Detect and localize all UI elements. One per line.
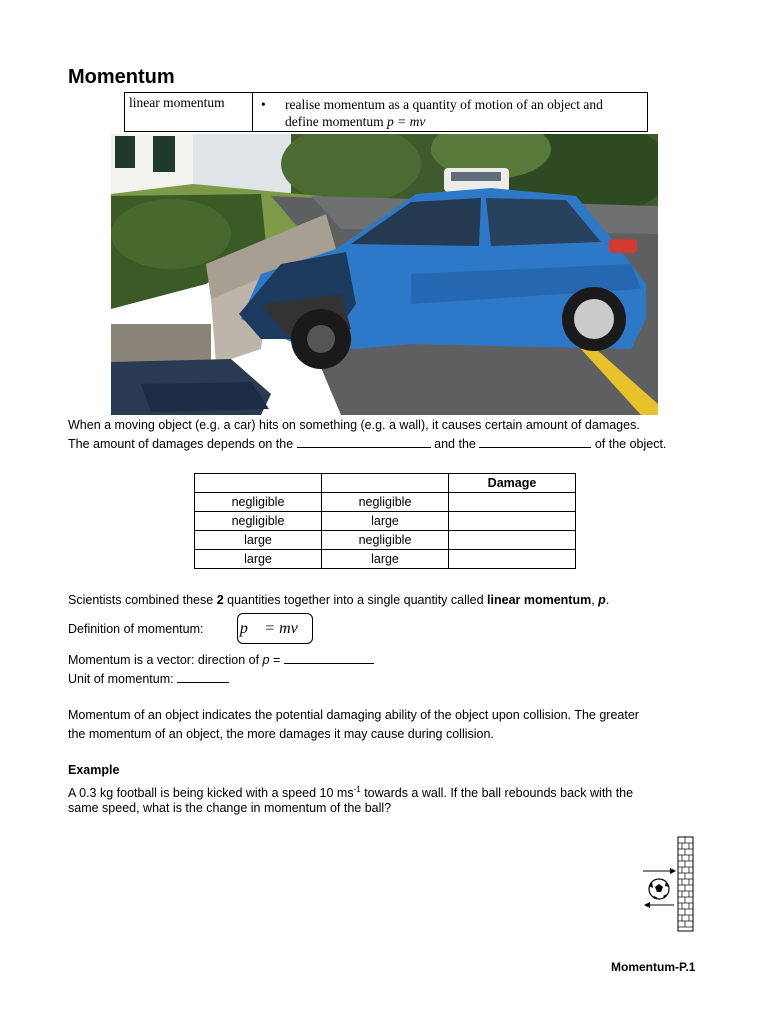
table-cell[interactable]	[449, 531, 576, 550]
table-header-row	[195, 474, 576, 493]
bullet: •	[261, 97, 266, 112]
definition-label: Definition of momentum:	[68, 622, 204, 636]
table-row	[195, 531, 576, 550]
table-cell: negligible	[195, 493, 322, 512]
table-cell: negligible	[195, 512, 322, 531]
momentum-formula-box	[237, 613, 313, 644]
blank-direction[interactable]	[284, 651, 374, 664]
combine-prefix: Scientists combined these	[68, 593, 217, 607]
momentum-formula: p⃗ = mv⃗	[239, 619, 311, 637]
table-cell[interactable]	[449, 493, 576, 512]
vector-suffix: =	[269, 653, 281, 667]
intro-line2-part2: and the	[434, 437, 476, 451]
blank-unit[interactable]	[177, 670, 229, 683]
objective-formula: p = mv	[386, 114, 426, 129]
vector-prefix: Momentum is a vector: direction of	[68, 653, 263, 667]
objective-line2: define momentum	[285, 114, 387, 129]
combine-sentence	[68, 591, 609, 610]
objective-description	[253, 93, 647, 131]
blank-quantity-2[interactable]	[479, 435, 591, 448]
example-line1-b: towards a wall. If the ball rebounds back with the	[360, 786, 634, 801]
damaging-line2: the momentum of an object, the more damages it may cause during collision.	[68, 727, 494, 741]
example-line2: same speed, what is the change in momentum of the ball?	[68, 801, 392, 815]
table-header-cell	[195, 474, 322, 493]
table-header-cell	[322, 474, 449, 493]
combine-symbol: p	[598, 593, 606, 607]
intro-line2-part1: The amount of damages depends on the	[68, 437, 294, 451]
unit-line	[68, 670, 229, 689]
car-crash-photo	[111, 134, 658, 415]
ball-wall-diagram	[640, 836, 700, 934]
page-footer: Momentum-P.1	[611, 960, 696, 974]
table-header-damage: Damage	[449, 474, 576, 493]
combine-middle: quantities together into a single quantity called	[223, 593, 488, 607]
combine-comma: ,	[591, 593, 599, 607]
table-cell: large	[322, 512, 449, 531]
table-row	[195, 512, 576, 531]
damaging-line1: Momentum of an object indicates the potential damaging ability of the object upon collision. The greater	[68, 708, 639, 722]
table-cell[interactable]	[449, 550, 576, 569]
table-cell: large	[322, 550, 449, 569]
vector-symbol: p	[262, 653, 270, 667]
damage-table	[194, 473, 576, 569]
vector-line	[68, 651, 374, 670]
example-heading: Example	[68, 763, 120, 777]
table-cell[interactable]	[449, 512, 576, 531]
intro-line2	[68, 435, 666, 454]
example-line1-a: A 0.3 kg football is being kicked with a speed 10 ms	[68, 786, 354, 801]
table-cell: negligible	[322, 531, 449, 550]
unit-label: Unit of momentum:	[68, 672, 174, 686]
table-row	[195, 493, 576, 512]
table-cell: large	[195, 531, 322, 550]
table-cell: negligible	[322, 493, 449, 512]
combine-end: .	[605, 593, 610, 607]
objective-topic: linear momentum	[125, 93, 253, 131]
table-cell: large	[195, 550, 322, 569]
table-row	[195, 550, 576, 569]
page-title: Momentum	[68, 66, 175, 88]
blank-quantity-1[interactable]	[297, 435, 431, 448]
objective-box	[124, 92, 648, 132]
intro-line2-part3: of the object.	[594, 437, 667, 451]
objective-line1: realise momentum as a quantity of motion of an object and	[285, 97, 603, 112]
combine-term: linear momentum	[487, 593, 592, 607]
combine-number: 2	[216, 593, 224, 607]
intro-line1: When a moving object (e.g. a car) hits on something (e.g. a wall), it causes certain amount of damages.	[68, 418, 640, 432]
example-superscript: -1	[353, 785, 361, 794]
